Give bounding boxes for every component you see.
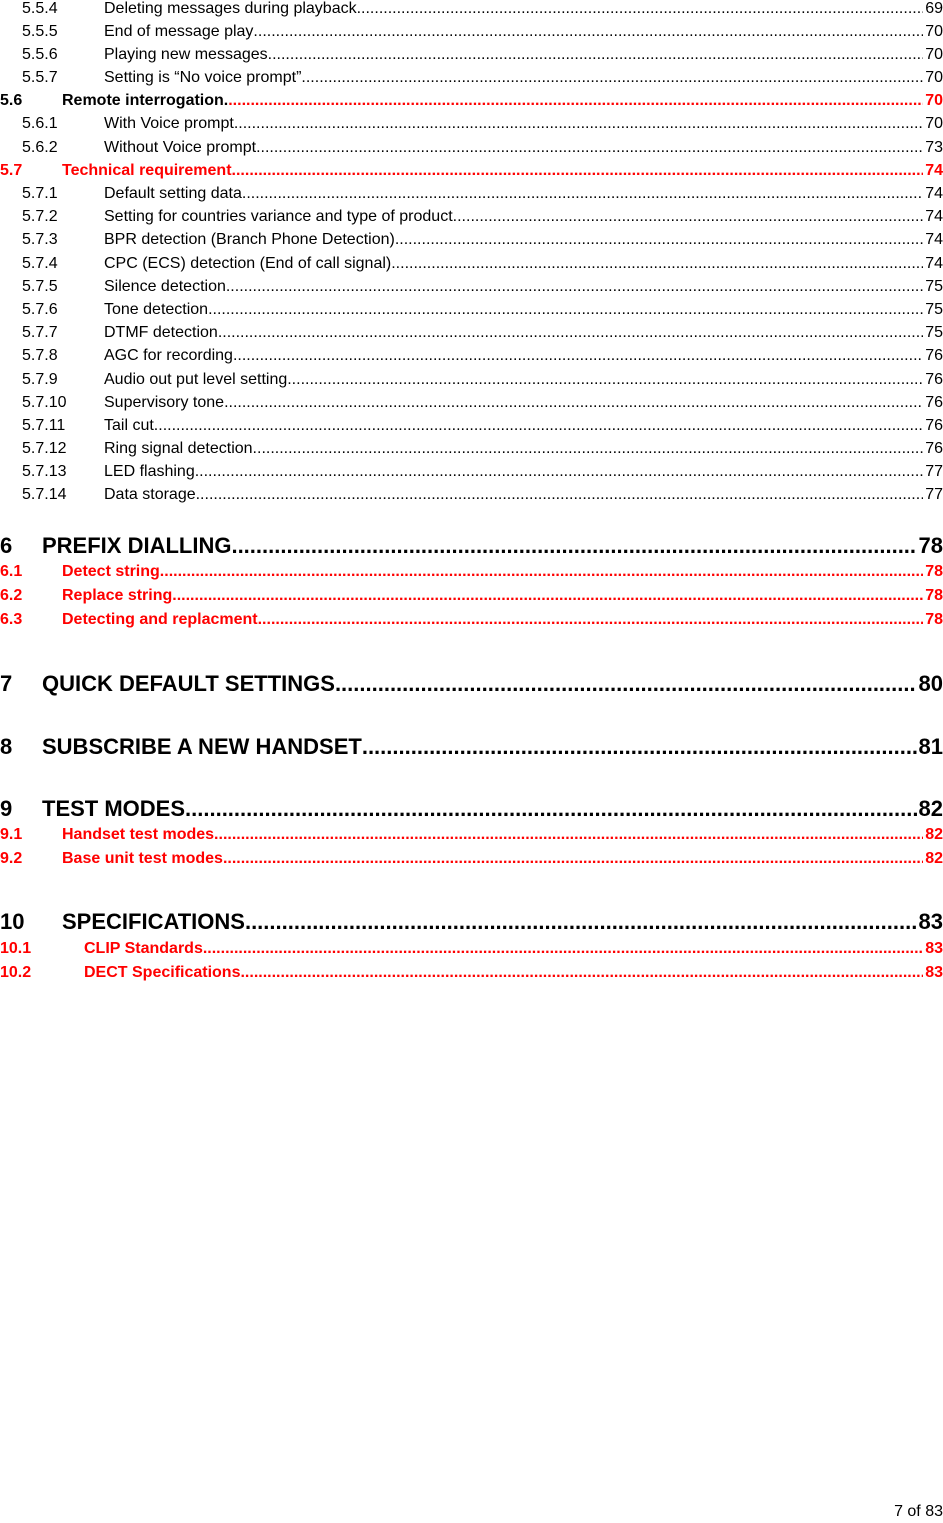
toc-entry-title: TEST MODES bbox=[42, 796, 186, 821]
toc-entry-6-3[interactable] bbox=[0, 611, 943, 629]
toc-entry-title: SPECIFICATIONS bbox=[62, 909, 245, 934]
toc-entry-page: 69 bbox=[925, 0, 943, 17]
dot-leader bbox=[203, 940, 923, 958]
toc-entry-number: 5.5.7 bbox=[22, 69, 58, 86]
toc-chapter-8[interactable] bbox=[0, 734, 943, 760]
toc-chapter-9[interactable] bbox=[0, 796, 943, 822]
toc-entry-number: 5.7.3 bbox=[22, 231, 58, 248]
toc-entry-page: 76 bbox=[925, 371, 943, 388]
toc-entry-title: Remote interrogation. bbox=[62, 92, 229, 109]
toc-entry-number: 6 bbox=[0, 533, 13, 558]
toc-entry-number: 5.7.2 bbox=[22, 208, 58, 225]
dot-leader bbox=[214, 826, 923, 844]
dot-leader bbox=[242, 185, 923, 203]
toc-entry-5-7-12[interactable] bbox=[0, 440, 943, 458]
toc-entry-page: 74 bbox=[925, 231, 943, 248]
toc-entry-page: 83 bbox=[918, 909, 943, 934]
toc-entry-9-1[interactable] bbox=[0, 826, 943, 844]
toc-entry-5-7-5[interactable] bbox=[0, 278, 943, 296]
toc-entry-number: 5.5.5 bbox=[22, 23, 58, 40]
toc-entry-5-7-6[interactable] bbox=[0, 301, 943, 319]
toc-entry-title: CLIP Standards bbox=[84, 940, 203, 957]
page-number-footer: 7 of 83 bbox=[894, 1503, 943, 1520]
dot-leader bbox=[231, 533, 916, 559]
toc-entry-page: 75 bbox=[925, 324, 943, 341]
toc-entry-title: Supervisory tone bbox=[104, 394, 225, 411]
toc-entry-number: 5.6 bbox=[0, 92, 23, 109]
toc-entry-title: With Voice prompt bbox=[104, 115, 234, 132]
toc-entry-title: PREFIX DIALLING bbox=[42, 533, 232, 558]
toc-entry-5-7-1[interactable] bbox=[0, 185, 943, 203]
toc-entry-number: 5.7.13 bbox=[22, 463, 67, 480]
toc-entry-page: 76 bbox=[925, 347, 943, 364]
toc-entry-title: Playing new messages bbox=[104, 46, 268, 63]
toc-entry-page: 83 bbox=[925, 964, 943, 981]
toc-entry-page: 82 bbox=[918, 796, 943, 821]
toc-entry-title: SUBSCRIBE A NEW HANDSET bbox=[42, 734, 362, 759]
toc-entry-5-6-2[interactable] bbox=[0, 139, 943, 157]
toc-entry-page: 76 bbox=[925, 440, 943, 457]
toc-entry-5-7-4[interactable] bbox=[0, 255, 943, 273]
dot-leader bbox=[395, 231, 923, 249]
dot-leader bbox=[208, 301, 923, 319]
dot-leader bbox=[160, 563, 923, 581]
dot-leader bbox=[357, 0, 924, 18]
toc-entry-number: 5.5.6 bbox=[22, 46, 58, 63]
toc-entry-5-7-8[interactable] bbox=[0, 347, 943, 365]
toc-entry-title: Deleting messages during playback bbox=[104, 0, 357, 17]
toc-entry-number: 5.7.7 bbox=[22, 324, 58, 341]
toc-entry-number: 5.7.6 bbox=[22, 301, 58, 318]
dot-leader bbox=[218, 324, 923, 342]
toc-entry-page: 70 bbox=[925, 69, 943, 86]
toc-entry-page: 78 bbox=[925, 563, 943, 580]
toc-entry-page: 82 bbox=[925, 850, 943, 867]
toc-entry-5-7[interactable] bbox=[0, 162, 943, 180]
dot-leader bbox=[391, 255, 923, 273]
dot-leader bbox=[195, 463, 923, 481]
toc-entry-number: 5.7.12 bbox=[22, 440, 67, 457]
toc-entry-5-7-11[interactable] bbox=[0, 417, 943, 435]
toc-entry-10-2[interactable] bbox=[0, 964, 943, 982]
toc-entry-title: Tail cut bbox=[104, 417, 154, 434]
toc-entry-5-7-3[interactable] bbox=[0, 231, 943, 249]
toc-entry-number: 5.6.2 bbox=[22, 139, 58, 156]
dot-leader bbox=[245, 909, 917, 935]
dot-leader bbox=[240, 964, 923, 982]
toc-entry-number: 5.7.1 bbox=[22, 185, 58, 202]
dot-leader bbox=[232, 162, 924, 180]
toc-entry-5-7-2[interactable] bbox=[0, 208, 943, 226]
toc-entry-title: BPR detection (Branch Phone Detection) bbox=[104, 231, 395, 248]
toc-entry-number: 5.7.8 bbox=[22, 347, 58, 364]
toc-entry-5-7-14[interactable] bbox=[0, 486, 943, 504]
toc-entry-number: 5.7.14 bbox=[22, 486, 67, 503]
toc-entry-page: 70 bbox=[925, 46, 943, 63]
toc-entry-title: Silence detection bbox=[104, 278, 226, 295]
toc-entry-number: 10.2 bbox=[0, 964, 32, 981]
toc-entry-title: QUICK DEFAULT SETTINGS bbox=[42, 671, 335, 696]
dot-leader bbox=[253, 23, 923, 41]
dot-leader bbox=[228, 92, 923, 110]
toc-entry-page: 83 bbox=[925, 940, 943, 957]
dot-leader bbox=[185, 796, 917, 822]
toc-entry-title: Without Voice prompt bbox=[104, 139, 257, 156]
toc-entry-number: 6.3 bbox=[0, 611, 23, 628]
toc-entry-page: 73 bbox=[925, 139, 943, 156]
toc-chapter-7[interactable] bbox=[0, 671, 943, 697]
toc-entry-title: Base unit test modes bbox=[62, 850, 223, 867]
toc-entry-title: Data storage bbox=[104, 486, 196, 503]
toc-entry-5-7-10[interactable] bbox=[0, 394, 943, 412]
dot-leader bbox=[287, 371, 923, 389]
toc-entry-number: 10.1 bbox=[0, 940, 32, 957]
toc-entry-page: 78 bbox=[925, 587, 943, 604]
toc-entry-page: 78 bbox=[918, 533, 943, 558]
toc-entry-number: 5.7.5 bbox=[22, 278, 58, 295]
toc-entry-5-5-4[interactable] bbox=[0, 0, 943, 18]
toc-entry-page: 70 bbox=[925, 23, 943, 40]
toc-entry-6-1[interactable] bbox=[0, 563, 943, 581]
toc-entry-page: 80 bbox=[918, 671, 943, 696]
toc-entry-title: Ring signal detection bbox=[104, 440, 253, 457]
dot-leader bbox=[196, 486, 924, 504]
toc-entry-number: 5.7.4 bbox=[22, 255, 58, 272]
toc-entry-5-7-13[interactable] bbox=[0, 463, 943, 481]
toc-entry-10-1[interactable] bbox=[0, 940, 943, 958]
toc-entry-page: 75 bbox=[925, 278, 943, 295]
toc-entry-number: 9 bbox=[0, 796, 13, 821]
toc-entry-9-2[interactable] bbox=[0, 850, 943, 868]
toc-entry-5-5-5[interactable] bbox=[0, 23, 943, 41]
toc-entry-number: 5.7.9 bbox=[22, 371, 58, 388]
toc-entry-number: 6.2 bbox=[0, 587, 23, 604]
toc-entry-number: 5.5.4 bbox=[22, 0, 58, 17]
toc-entry-title: Setting for countries variance and type of product bbox=[104, 208, 453, 225]
toc-entry-title: Technical requirement bbox=[62, 162, 232, 179]
toc-entry-page: 82 bbox=[925, 826, 943, 843]
toc-entry-page: 74 bbox=[925, 162, 943, 179]
dot-leader bbox=[226, 278, 923, 296]
toc-entry-title: DTMF detection bbox=[104, 324, 218, 341]
dot-leader bbox=[223, 850, 923, 868]
dot-leader bbox=[258, 611, 924, 629]
toc-entry-page: 76 bbox=[925, 394, 943, 411]
dot-leader bbox=[224, 394, 923, 412]
dot-leader bbox=[268, 46, 924, 64]
toc-entry-5-6[interactable] bbox=[0, 92, 943, 110]
toc-entry-title: Tone detection bbox=[104, 301, 209, 318]
dot-leader bbox=[335, 671, 917, 697]
toc-entry-5-5-7[interactable] bbox=[0, 69, 943, 87]
dot-leader bbox=[154, 417, 923, 435]
dot-leader bbox=[253, 440, 924, 458]
toc-entry-page: 74 bbox=[925, 208, 943, 225]
toc-entry-title: Handset test modes bbox=[62, 826, 215, 843]
toc-entry-number: 9.2 bbox=[0, 850, 23, 867]
dot-leader bbox=[234, 115, 923, 133]
toc-entry-number: 5.7.11 bbox=[22, 417, 66, 434]
toc-entry-6-2[interactable] bbox=[0, 587, 943, 605]
toc-entry-page: 81 bbox=[918, 734, 943, 759]
dot-leader bbox=[233, 347, 923, 365]
dot-leader bbox=[172, 587, 923, 605]
toc-entry-title: LED flashing bbox=[104, 463, 195, 480]
toc-entry-5-7-9[interactable] bbox=[0, 371, 943, 389]
dot-leader bbox=[362, 734, 917, 760]
dot-leader bbox=[453, 208, 924, 226]
toc-entry-title: End of message play bbox=[104, 23, 254, 40]
toc-entry-title: AGC for recording bbox=[104, 347, 233, 364]
toc-entry-5-5-6[interactable] bbox=[0, 46, 943, 64]
toc-entry-number: 5.7.10 bbox=[22, 394, 67, 411]
toc-entry-number: 5.6.1 bbox=[22, 115, 58, 132]
toc-entry-page: 77 bbox=[925, 486, 943, 503]
toc-chapter-6[interactable] bbox=[0, 533, 943, 559]
toc-chapter-10[interactable] bbox=[0, 909, 943, 935]
toc-entry-number: 7 bbox=[0, 671, 13, 696]
toc-entry-5-6-1[interactable] bbox=[0, 115, 943, 133]
toc-entry-number: 8 bbox=[0, 734, 13, 759]
toc-entry-page: 74 bbox=[925, 255, 943, 272]
toc-entry-number: 5.7 bbox=[0, 162, 23, 179]
toc-entry-number: 10 bbox=[0, 909, 25, 934]
toc-entry-title: Replace string bbox=[62, 587, 173, 604]
toc-entry-5-7-7[interactable] bbox=[0, 324, 943, 342]
dot-leader bbox=[301, 69, 923, 87]
dot-leader bbox=[256, 139, 923, 157]
toc-entry-title: Detect string bbox=[62, 563, 160, 580]
toc-entry-number: 6.1 bbox=[0, 563, 23, 580]
toc-entry-title: CPC (ECS) detection (End of call signal) bbox=[104, 255, 392, 272]
toc-entry-page: 78 bbox=[925, 611, 943, 628]
toc-entry-page: 70 bbox=[925, 92, 943, 109]
toc-entry-title: Setting is “No voice prompt” bbox=[104, 69, 302, 86]
toc-entry-page: 74 bbox=[925, 185, 943, 202]
toc-entry-title: Detecting and replacment bbox=[62, 611, 258, 628]
toc-entry-number: 9.1 bbox=[0, 826, 23, 843]
toc-entry-title: Default setting data bbox=[104, 185, 242, 202]
toc-entry-page: 77 bbox=[925, 463, 943, 480]
toc-entry-title: Audio out put level setting bbox=[104, 371, 288, 388]
toc-entry-page: 70 bbox=[925, 115, 943, 132]
toc-entry-title: DECT Specifications bbox=[84, 964, 241, 981]
toc-entry-page: 76 bbox=[925, 417, 943, 434]
toc-entry-page: 75 bbox=[925, 301, 943, 318]
